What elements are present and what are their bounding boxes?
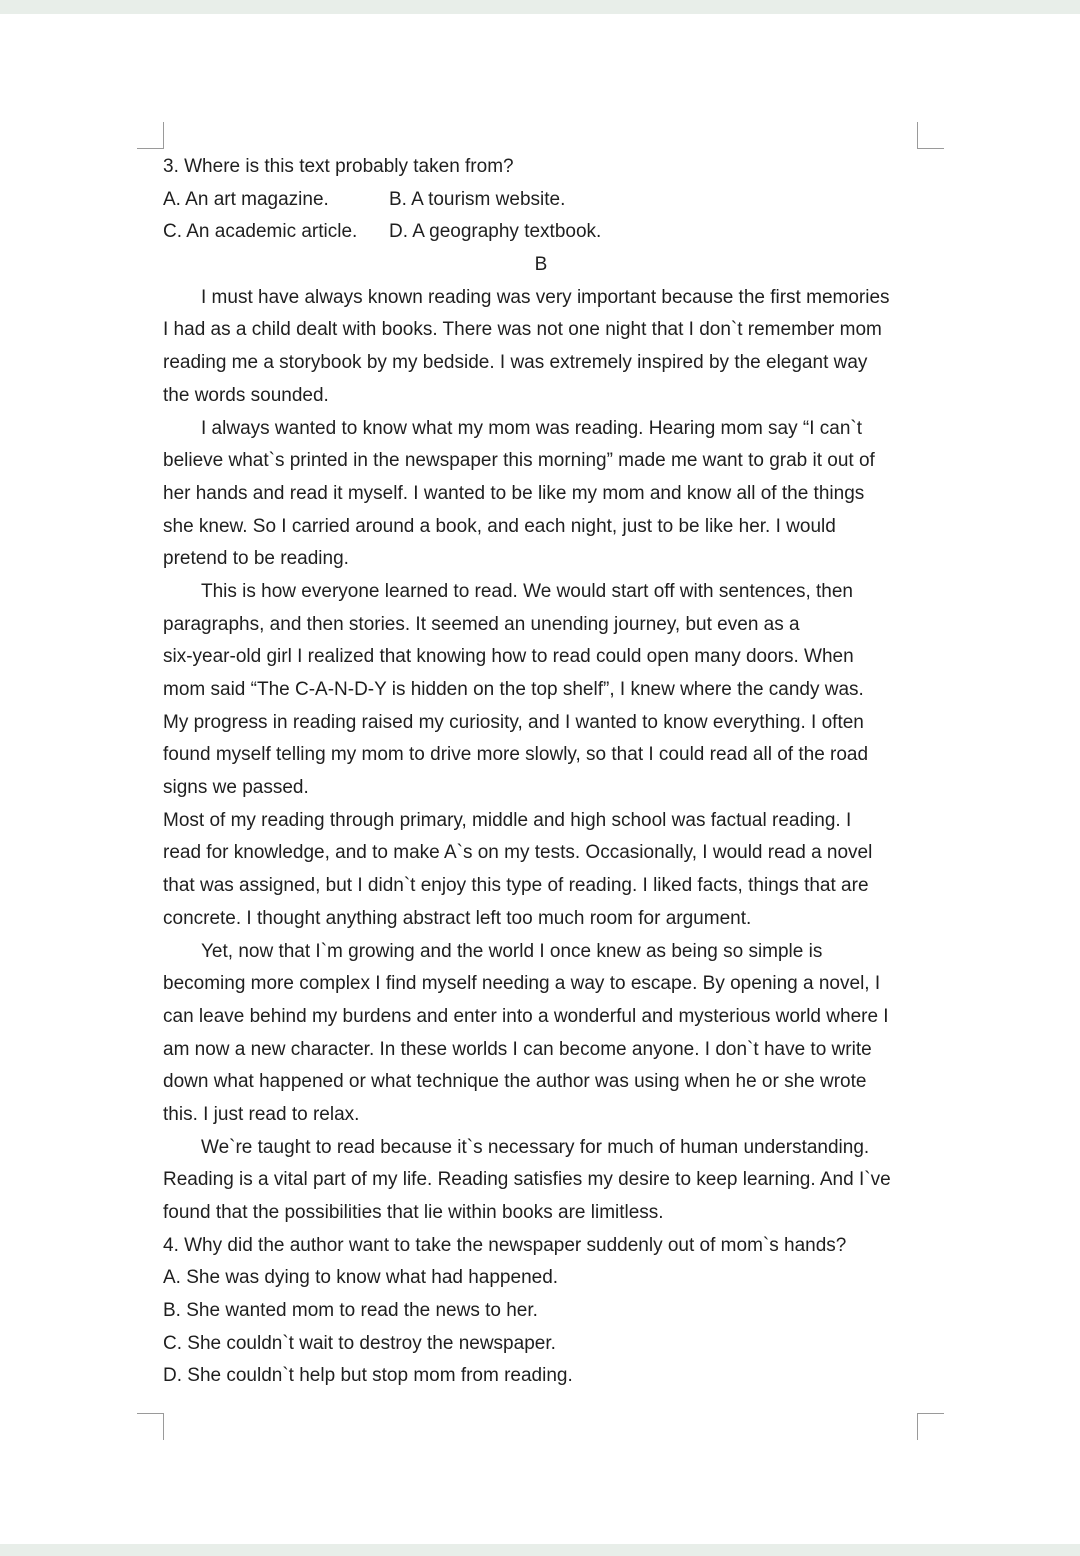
passage-line: she knew. So I carried around a book, and each night, just to be like her. I would (163, 515, 836, 537)
passage-line: mom said “The C-A-N-D-Y is hidden on the top shelf”, I knew where the candy was. (163, 679, 864, 700)
passage-line: the words sounded. (163, 384, 329, 406)
question-4-option-d: D. She couldn`t help but stop mom from reading. (163, 1365, 573, 1387)
passage-line: Yet, now that I`m growing and the world I once knew as being so simple is (201, 940, 823, 962)
question-3-option-a: A. An art magazine. (163, 188, 329, 210)
passage-line: can leave behind my burdens and enter into a wonderful and mysterious world where I (163, 1005, 889, 1027)
passage-line: paragraphs, and then stories. It seemed an unending journey, but even as a (163, 613, 800, 635)
passage-line: My progress in reading raised my curiosity, and I wanted to know everything. I often (163, 711, 864, 733)
question-3: 3. Where is this text probably taken from? (163, 156, 514, 177)
passage-line: Most of my reading through primary, middle and high school was factual reading. I (163, 809, 852, 831)
question-3-option-b: B. A tourism website. (389, 188, 566, 210)
document-page (0, 14, 1080, 1544)
margin-corner-bottom-left (137, 1413, 164, 1440)
question-4-option-a: A. She was dying to know what had happened. (163, 1267, 559, 1289)
passage-line: this. I just read to relax. (163, 1103, 360, 1125)
passage-line: found that the possibilities that lie within books are limitless. (163, 1202, 664, 1223)
question-4: 4. Why did the author want to take the newspaper suddenly out of mom`s hands? (163, 1234, 847, 1256)
passage-line: am now a new character. In these worlds I can become anyone. I don`t have to write (163, 1038, 872, 1060)
section-label: B (534, 254, 548, 276)
passage-line: read for knowledge, and to make A`s on my tests. Occasionally, I would read a novel (163, 842, 873, 864)
question-4-options (163, 1262, 919, 1393)
passage-line: six-year-old girl I realized that knowing how to read could open many doors. When (163, 646, 854, 668)
passage-line: I must have always known reading was very important because the first memories (201, 286, 890, 308)
passage-line: believe what`s printed in the newspaper this morning” made me want to grab it out of (163, 450, 875, 472)
margin-corner-top-left (137, 122, 164, 149)
question-3-options-row-1 (163, 184, 919, 217)
passage-line: We`re taught to read because it`s necessary for much of human understanding. (201, 1136, 870, 1158)
question-3-option-d: D. A geography textbook. (389, 221, 602, 243)
passage-line: concrete. I thought anything abstract left too much room for argument. (163, 907, 752, 929)
passage-line: Reading is a vital part of my life. Reading satisfies my desire to keep learning. And I`ve (163, 1169, 891, 1191)
passage-line: signs we passed. (163, 777, 309, 799)
question-4-option-c: C. She couldn`t wait to destroy the newspaper. (163, 1332, 556, 1354)
passage-line: becoming more complex I find myself needing a way to escape. By opening a novel, I (163, 973, 881, 995)
passage-line: that was assigned, but I didn`t enjoy this type of reading. I liked facts, things that are (163, 875, 869, 897)
passage-line: This is how everyone learned to read. We would start off with sentences, then (201, 580, 853, 602)
document-body (163, 151, 919, 1393)
passage-line: down what happened or what technique the author was using when he or she wrote (163, 1071, 867, 1093)
question-3-option-c: C. An academic article. (163, 221, 358, 243)
margin-corner-top-right (917, 122, 944, 149)
passage-line: her hands and read it myself. I wanted to be like my mom and know all of the things (163, 482, 865, 504)
question-4-option-b: B. She wanted mom to read the news to her. (163, 1300, 538, 1322)
passage-line: pretend to be reading. (163, 548, 349, 570)
margin-corner-bottom-right (917, 1413, 944, 1440)
passage-line: I had as a child dealt with books. There was not one night that I don`t remember mom (163, 319, 882, 341)
passage-line: reading me a storybook by my bedside. I was extremely inspired by the elegant way (163, 352, 868, 374)
passage-line: found myself telling my mom to drive more slowly, so that I could read all of the road (163, 744, 869, 766)
question-3-options-row-2 (163, 216, 919, 249)
passage (163, 282, 919, 1230)
passage-line: I always wanted to know what my mom was reading. Hearing mom say “I can`t (201, 417, 863, 439)
